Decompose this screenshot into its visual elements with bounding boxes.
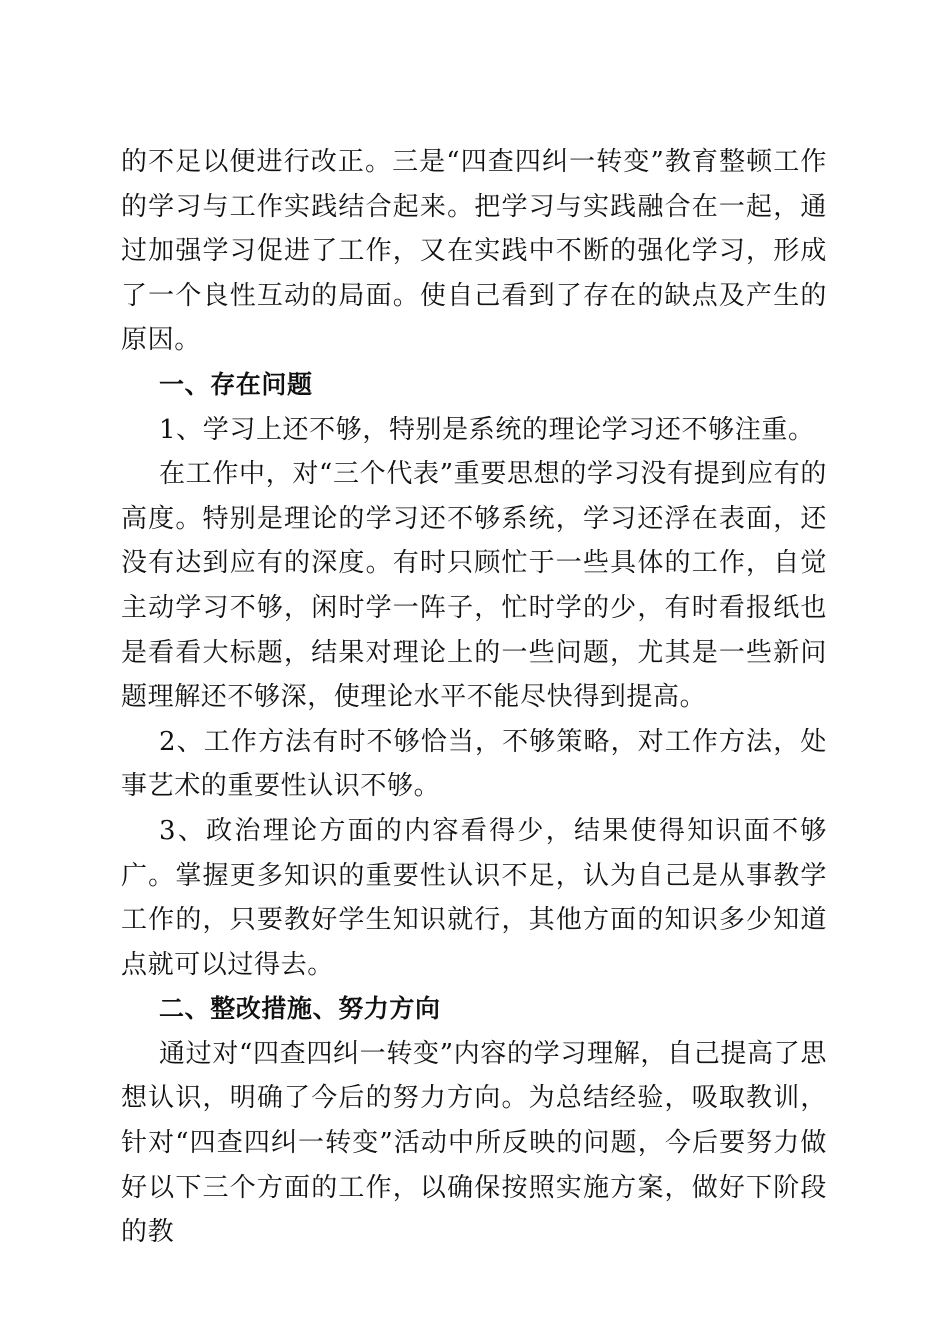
paragraph-intro: 的不足以便进行改正。三是“四查四纠一转变”教育整顿工作的学习与工作实践结合起来。把学习与实践融合在一起，通过加强学习促进了工作，又在实践中不断的强化学习，形成了一个良性互动的局面。使自己看到了存在的缺点及产生的原因。 — [121, 147, 827, 356]
section-heading-measures: 二、整改措施、努力方向 — [159, 994, 441, 1024]
paragraph-problem-1-detail: 在工作中，对“三个代表”重要思想的学习没有提到应有的高度。特别是理论的学习还不够系统，学习还浮在表面，还没有达到应有的深度。有时只顾忙于一些具体的工作，自觉主动学习不够，闲时学一阵子，忙时学的少，有时看报纸也是看看大标题，结果对理论上的一些问题，尤其是一些新问题理解还不够深，使理论水平不能尽快得到提高。 — [121, 459, 827, 713]
paragraph-problem-2: 2、工作方法有时不够恰当，不够策略，对工作方法，处事艺术的重要性认识不够。 — [121, 726, 827, 802]
document-body — [121, 140, 827, 1255]
section-heading-problems: 一、存在问题 — [159, 369, 313, 399]
paragraph-problem-1: 1、学习上还不够，特别是系统的理论学习还不够注重。 — [159, 414, 815, 445]
paragraph-problem-3: 3、政治理论方面的内容看得少，结果使得知识面不够广。掌握更多知识的重要性认识不足，认为自己是从事教学工作的，只要教好学生知识就行，其他方面的知识多少知道点就可以过得去。 — [121, 815, 827, 980]
paragraph-measures: 通过对“四查四纠一转变”内容的学习理解，自己提高了思想认识，明确了今后的努力方向。为总结经验，吸取教训，针对“四查四纠一转变”活动中所反映的问题，今后要努力做好以下三个方面的工作，以确保按照实施方案，做好下阶段的教 — [121, 1038, 827, 1248]
